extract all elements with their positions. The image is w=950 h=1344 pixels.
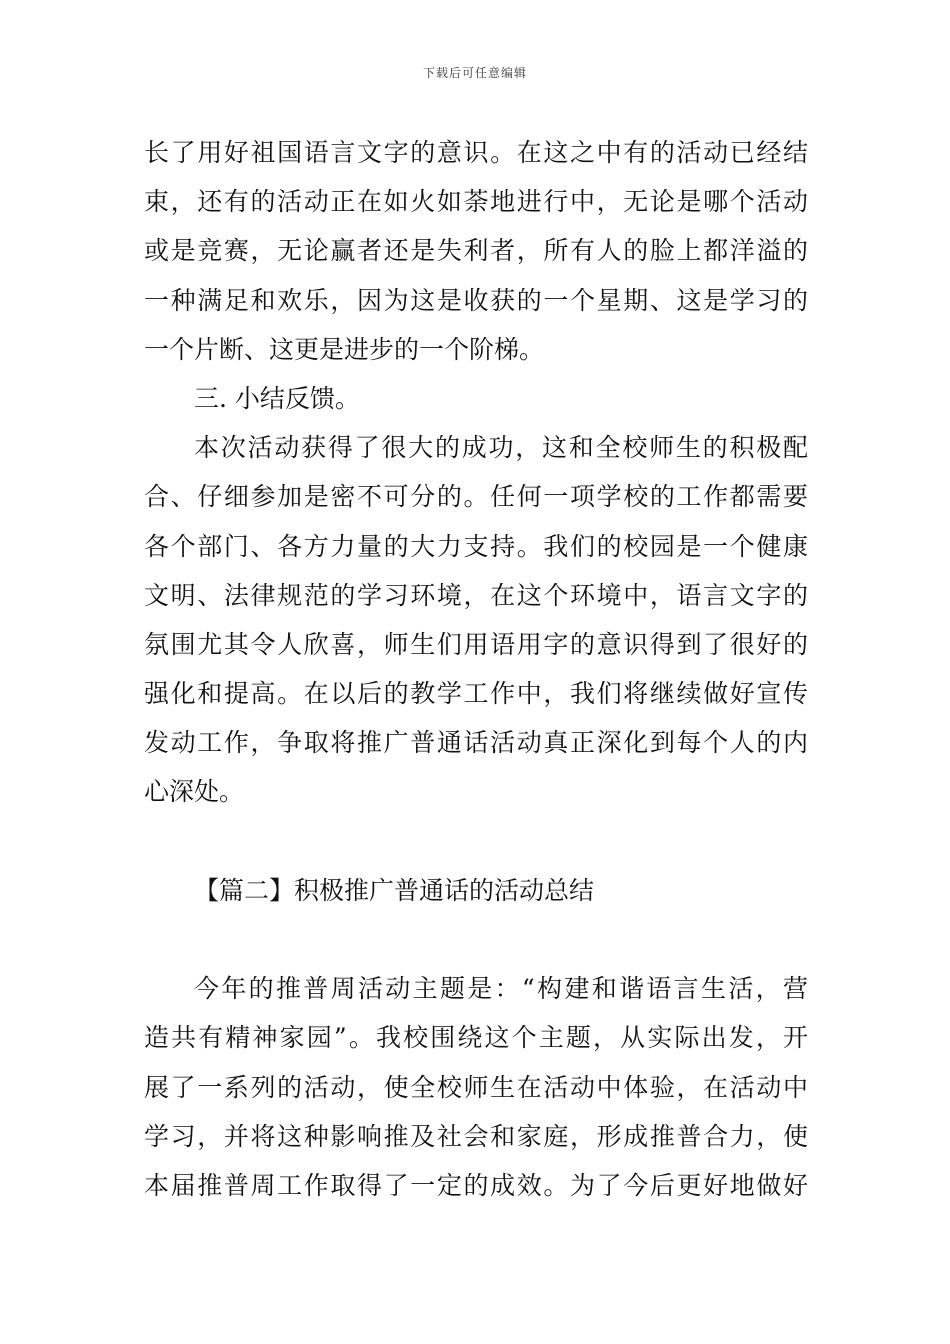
paragraph-line: 强化和提高。在以后的教学工作中，我们将继续做好宣传	[144, 679, 808, 709]
paragraph-line: 一个片断、这更是进步的一个阶梯。	[144, 334, 545, 364]
paragraph-line: 展了一系列的活动，使全校师生在活动中体验，在活动中	[144, 1072, 808, 1102]
paragraph-line: 束，还有的活动正在如火如荼地进行中，无论是哪个活动	[144, 187, 808, 217]
paragraph-line: 今年的推普周活动主题是：“构建和谐语言生活，营	[194, 974, 808, 1004]
paragraph-line: 本届推普周工作取得了一定的成效。为了今后更好地做好	[144, 1170, 808, 1200]
paragraph-line: 本次活动获得了很大的成功，这和全校师生的积极配	[194, 433, 808, 463]
paragraph-line: 合、仔细参加是密不可分的。任何一项学校的工作都需要	[144, 482, 808, 512]
chapter-title: 【篇二】积极推广普通话的活动总结	[194, 875, 595, 905]
section-heading: 三. 小结反馈。	[194, 383, 360, 413]
paragraph-line: 各个部门、各方力量的大力支持。我们的校园是一个健康	[144, 531, 808, 561]
paragraph-line: 心深处。	[144, 777, 245, 807]
page-header: 下载后可任意编辑	[422, 66, 527, 80]
document-body	[144, 128, 808, 1210]
paragraph-line: 发动工作，争取将推广普通话活动真正深化到每个人的内	[144, 728, 808, 758]
blank-line	[144, 817, 808, 866]
paragraph-line: 氛围尤其令人欣喜，师生们用语用字的意识得到了很好的	[144, 629, 808, 659]
paragraph-line: 造共有精神家园”。我校围绕这个主题，从实际出发，开	[144, 1023, 808, 1053]
paragraph-line: 一种满足和欢乐，因为这是收获的一个星期、这是学习的	[144, 285, 808, 315]
paragraph-line: 长了用好祖国语言文字的意识。在这之中有的活动已经结	[144, 138, 808, 167]
blank-line	[144, 915, 808, 964]
paragraph-line: 或是竞赛，无论赢者还是失利者，所有人的脸上都洋溢的	[144, 236, 808, 266]
paragraph-line: 文明、法律规范的学习环境，在这个环境中，语言文字的	[144, 580, 808, 610]
paragraph-line: 学习，并将这种影响推及社会和家庭，形成推普合力，使	[144, 1121, 808, 1151]
